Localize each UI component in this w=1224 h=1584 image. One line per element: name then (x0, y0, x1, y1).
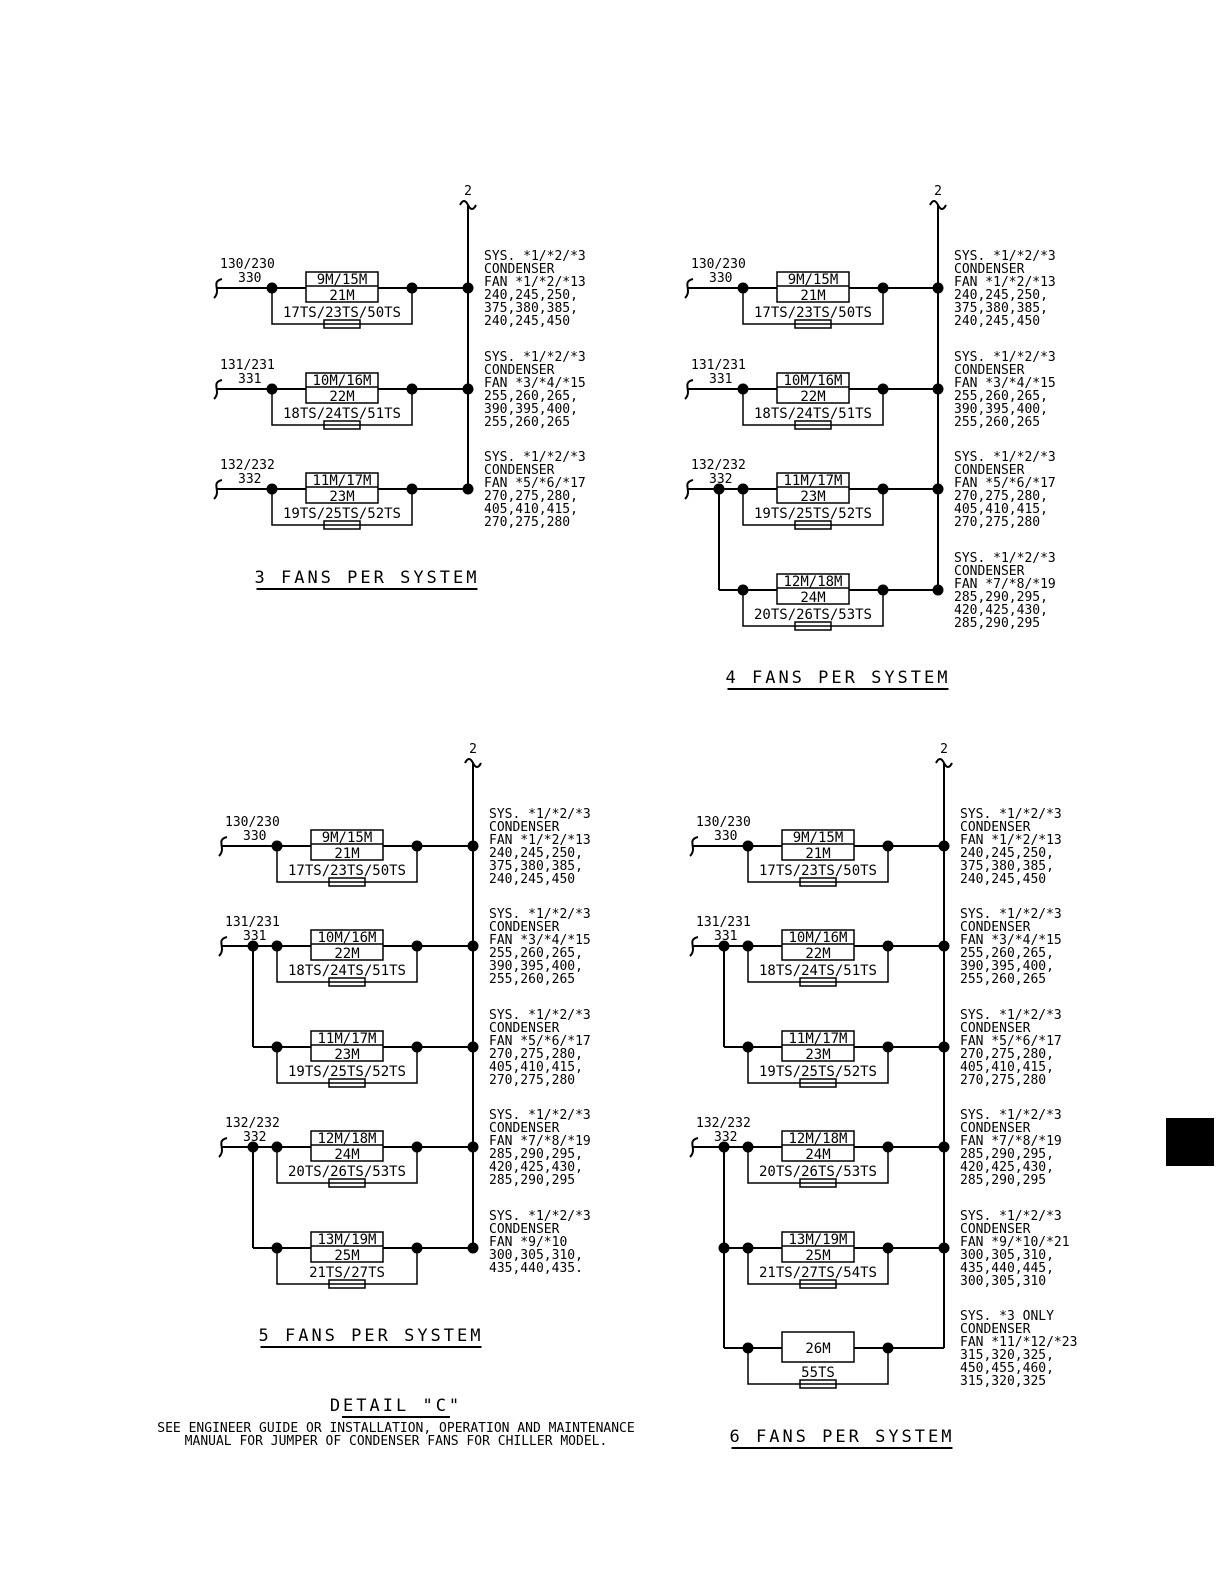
fan-note-line: 420,425,430, (954, 603, 1048, 618)
motor-label: 26M (805, 1341, 831, 1357)
fan-note-line: 300,305,310, (489, 1248, 583, 1263)
wire-number-bottom: 332 (238, 472, 262, 487)
fan-note-line: 285,290,295, (489, 1147, 583, 1162)
fan-note-line: 255,260,265 (484, 415, 571, 430)
thermal-switch-label: 20TS/26TS/53TS (758, 1164, 878, 1180)
contactor-label: 11M/17M (312, 473, 372, 489)
fan-note-line: CONDENSER (960, 820, 1031, 835)
fan-note-line: FAN *11/*12/*23 (960, 1335, 1078, 1350)
bus-terminal-label: 2 (940, 742, 948, 757)
fan-note-line: 285,290,295 (489, 1173, 576, 1188)
junction-dot (933, 384, 944, 395)
wire-number-bottom: 331 (238, 372, 262, 387)
contactor-label: 13M/19M (788, 1232, 848, 1248)
fan-note-line: SYS. *1/*2/*3 (960, 1008, 1062, 1023)
fan-note-line: CONDENSER (960, 1121, 1031, 1136)
fan-note-line: FAN *7/*8/*19 (489, 1134, 591, 1149)
contactor-label: 9M/15M (792, 830, 844, 846)
thermal-switch-label: 19TS/25TS/52TS (287, 1064, 407, 1080)
fan-note-line: 420,425,430, (489, 1160, 583, 1175)
fan-note-line: FAN *5/*6/*17 (960, 1034, 1062, 1049)
motor-label: 21M (805, 846, 831, 862)
fan-note-line: SYS. *1/*2/*3 (489, 1209, 591, 1224)
fan-note-line: 375,380,385, (960, 859, 1054, 874)
wire-number-bottom: 330 (238, 271, 262, 286)
wire-number-top: 131/231 (220, 358, 275, 373)
fan-note-line: 240,245,450 (489, 872, 576, 887)
junction-dot (468, 1142, 479, 1153)
junction-dot (468, 941, 479, 952)
fan-note-line: CONDENSER (489, 1121, 560, 1136)
motor-label: 24M (334, 1147, 360, 1163)
fan-note-line: SYS. *1/*2/*3 (489, 807, 591, 822)
fan-note-line: 240,245,250, (489, 846, 583, 861)
fan-note-line: 435,440,435. (489, 1261, 583, 1276)
diagram-title: 6 FANS PER SYSTEM (729, 1427, 955, 1447)
junction-dot (933, 585, 944, 596)
wire-number-top: 132/232 (696, 1116, 751, 1131)
thermal-switch-label: 17TS/23TS/50TS (753, 305, 873, 321)
junction-dot (468, 1042, 479, 1053)
fan-note-line: 270,275,280, (954, 489, 1048, 504)
fan-note-line: CONDENSER (960, 1322, 1031, 1337)
fan-note-line: FAN *3/*4/*15 (489, 933, 591, 948)
fan-note-line: FAN *7/*8/*19 (954, 577, 1056, 592)
diagram-4-fans-per-system (685, 184, 1056, 689)
motor-label: 23M (800, 489, 826, 505)
junction-dot (933, 283, 944, 294)
fan-note-line: 240,245,450 (484, 314, 571, 329)
junction-dot (463, 384, 474, 395)
fan-note-line: CONDENSER (960, 1222, 1031, 1237)
fan-note-line: 300,305,310 (960, 1274, 1047, 1289)
wire-number-top: 132/232 (220, 458, 275, 473)
fan-note-line: 405,410,415, (484, 502, 578, 517)
thermal-switch-label: 21TS/27TS (309, 1265, 385, 1281)
thermal-switch-label: 55TS (801, 1365, 835, 1381)
fan-note-line: 240,245,250, (960, 846, 1054, 861)
thermal-switch-label: 20TS/26TS/53TS (287, 1164, 407, 1180)
fan-note-line: 270,275,280 (954, 515, 1041, 530)
wire-number-top: 132/232 (691, 458, 746, 473)
motor-label: 24M (805, 1147, 831, 1163)
fan-note-line: 255,260,265, (960, 946, 1054, 961)
fan-note-line: SYS. *1/*2/*3 (960, 907, 1062, 922)
fan-note-line: 255,260,265, (489, 946, 583, 961)
contactor-label: 9M/15M (321, 830, 373, 846)
fan-note-line: 375,380,385, (954, 301, 1048, 316)
fan-note-line: 390,395,400, (484, 402, 578, 417)
fan-note-line: 255,260,265 (960, 972, 1047, 987)
fan-note-line: FAN *1/*2/*13 (960, 833, 1062, 848)
thermal-switch-label: 18TS/24TS/51TS (287, 963, 407, 979)
motor-label: 23M (805, 1047, 831, 1063)
fan-note-line: FAN *7/*8/*19 (960, 1134, 1062, 1149)
fan-note-line: FAN *3/*4/*15 (484, 376, 586, 391)
detail-title: DETAIL "C" (329, 1396, 463, 1416)
fan-note-line: 285,290,295 (960, 1173, 1047, 1188)
contactor-label: 11M/17M (317, 1031, 377, 1047)
thermal-switch-label: 18TS/24TS/51TS (282, 406, 402, 422)
fan-note-line: FAN *9/*10/*21 (960, 1235, 1070, 1250)
fan-note-line: 285,290,295, (960, 1147, 1054, 1162)
bus-terminal-label: 2 (934, 184, 942, 199)
fan-note-line: 285,290,295 (954, 616, 1041, 631)
motor-label: 25M (334, 1248, 360, 1264)
wire-number-bottom: 332 (709, 472, 733, 487)
detail-c-note (157, 1396, 634, 1449)
fan-note-line: SYS. *1/*2/*3 (954, 551, 1056, 566)
diagram-title: 3 FANS PER SYSTEM (254, 568, 480, 588)
motor-label: 24M (800, 590, 826, 606)
contactor-label: 10M/16M (317, 930, 377, 946)
diagram-title: 5 FANS PER SYSTEM (258, 1326, 484, 1346)
bus-terminal-label: 2 (469, 742, 477, 757)
fan-note-line: 240,245,250, (954, 288, 1048, 303)
wire-number-top: 130/230 (220, 257, 275, 272)
fan-note-line: 240,245,250, (484, 288, 578, 303)
junction-dot (468, 841, 479, 852)
contactor-label: 13M/19M (317, 1232, 377, 1248)
diagram-5-fans-per-system (219, 742, 591, 1347)
fan-note-line: CONDENSER (489, 920, 560, 935)
fan-note-line: 255,260,265, (484, 389, 578, 404)
fan-note-line: 405,410,415, (489, 1060, 583, 1075)
thermal-switch-label: 17TS/23TS/50TS (758, 863, 878, 879)
fan-note-line: CONDENSER (954, 564, 1025, 579)
thermal-switch-label: 18TS/24TS/51TS (753, 406, 873, 422)
fan-note-line: FAN *5/*6/*17 (954, 476, 1056, 491)
fan-note-line: CONDENSER (484, 463, 555, 478)
bus-terminal-label: 2 (464, 184, 472, 199)
junction-dot (939, 1042, 950, 1053)
fan-note-line: SYS. *1/*2/*3 (960, 807, 1062, 822)
section-tab-marker (1166, 1118, 1214, 1166)
detail-note-line-2: MANUAL FOR JUMPER OF CONDENSER FANS FOR CHILLER MODEL. (184, 1434, 608, 1449)
fan-note-line: 405,410,415, (960, 1060, 1054, 1075)
wire-number-top: 130/230 (225, 815, 280, 830)
junction-dot (939, 1142, 950, 1153)
thermal-switch-label: 19TS/25TS/52TS (282, 506, 402, 522)
contactor-label: 11M/17M (783, 473, 843, 489)
fan-note-line: SYS. *1/*2/*3 (484, 350, 586, 365)
thermal-switch-label: 20TS/26TS/53TS (753, 607, 873, 623)
motor-label: 21M (329, 288, 355, 304)
thermal-switch-label: 17TS/23TS/50TS (282, 305, 402, 321)
fan-note-line: SYS. *1/*2/*3 (960, 1209, 1062, 1224)
fan-note-line: 315,320,325 (960, 1374, 1047, 1389)
wire-number-top: 131/231 (691, 358, 746, 373)
fan-note-line: SYS. *1/*2/*3 (954, 450, 1056, 465)
fan-note-line: FAN *5/*6/*17 (484, 476, 586, 491)
wire-number-bottom: 331 (714, 929, 738, 944)
fan-note-line: 240,245,450 (954, 314, 1041, 329)
fan-note-line: FAN *5/*6/*17 (489, 1034, 591, 1049)
fan-note-line: FAN *1/*2/*13 (484, 275, 586, 290)
fan-note-line: 270,275,280 (484, 515, 571, 530)
fan-note-line: CONDENSER (489, 1222, 560, 1237)
contactor-label: 12M/18M (317, 1131, 377, 1147)
contactor-label: 9M/15M (316, 272, 368, 288)
motor-label: 21M (800, 288, 826, 304)
fan-note-line: SYS. *1/*2/*3 (484, 450, 586, 465)
fan-note-line: SYS. *1/*2/*3 (489, 1108, 591, 1123)
diagram-6-fans-per-system (690, 742, 1077, 1448)
fan-note-line: SYS. *1/*2/*3 (960, 1108, 1062, 1123)
fan-note-line: FAN *1/*2/*13 (954, 275, 1056, 290)
junction-dot (933, 484, 944, 495)
fan-note-line: CONDENSER (484, 262, 555, 277)
fan-note-line: FAN *3/*4/*15 (960, 933, 1062, 948)
wire-number-top: 131/231 (225, 915, 280, 930)
fan-note-line: CONDENSER (960, 1021, 1031, 1036)
wire-number-bottom: 331 (243, 929, 267, 944)
fan-note-line: SYS. *1/*2/*3 (954, 249, 1056, 264)
motor-label: 23M (329, 489, 355, 505)
motor-label: 22M (800, 389, 826, 405)
fan-note-line: SYS. *1/*2/*3 (489, 1008, 591, 1023)
fan-note-line: CONDENSER (489, 1021, 560, 1036)
fan-note-line: CONDENSER (954, 463, 1025, 478)
junction-dot (468, 1243, 479, 1254)
contactor-label: 11M/17M (788, 1031, 848, 1047)
fan-note-line: 270,275,280, (960, 1047, 1054, 1062)
fan-note-line: 420,425,430, (960, 1160, 1054, 1175)
fan-note-line: FAN *3/*4/*15 (954, 376, 1056, 391)
fan-note-line: 390,395,400, (954, 402, 1048, 417)
fan-note-line: CONDENSER (954, 262, 1025, 277)
contactor-label: 9M/15M (787, 272, 839, 288)
diagram-3-fans-per-system (214, 184, 586, 589)
wire-number-top: 131/231 (696, 915, 751, 930)
contactor-label: 10M/16M (783, 373, 843, 389)
fan-note-line: 375,380,385, (484, 301, 578, 316)
fan-note-line: 270,275,280 (960, 1073, 1047, 1088)
fan-note-line: 315,320,325, (960, 1348, 1054, 1363)
motor-label: 21M (334, 846, 360, 862)
motor-label: 22M (805, 946, 831, 962)
wire-number-bottom: 330 (243, 829, 267, 844)
fan-note-line: 270,275,280 (489, 1073, 576, 1088)
motor-label: 23M (334, 1047, 360, 1063)
motor-label: 25M (805, 1248, 831, 1264)
fan-note-line: CONDENSER (960, 920, 1031, 935)
detail-note-line-1: SEE ENGINEER GUIDE OR INSTALLATION, OPERATION AND MAINTENANCE (157, 1421, 635, 1436)
contactor-label: 12M/18M (788, 1131, 848, 1147)
fan-note-line: 255,260,265, (954, 389, 1048, 404)
fan-note-line: 390,395,400, (960, 959, 1054, 974)
fan-note-line: CONDENSER (484, 363, 555, 378)
fan-note-line: 405,410,415, (954, 502, 1048, 517)
junction-dot (939, 941, 950, 952)
fan-note-line: 435,440,445, (960, 1261, 1054, 1276)
fan-note-line: SYS. *1/*2/*3 (484, 249, 586, 264)
fan-note-line: 255,260,265 (489, 972, 576, 987)
fan-note-line: 240,245,450 (960, 872, 1047, 887)
fan-note-line: SYS. *3 ONLY (960, 1309, 1054, 1324)
fan-note-line: CONDENSER (954, 363, 1025, 378)
fan-note-line: SYS. *1/*2/*3 (489, 907, 591, 922)
diagram-title: 4 FANS PER SYSTEM (725, 668, 951, 688)
fan-note-line: 285,290,295, (954, 590, 1048, 605)
fan-note-line: 300,305,310, (960, 1248, 1054, 1263)
wire-number-bottom: 330 (709, 271, 733, 286)
thermal-switch-label: 17TS/23TS/50TS (287, 863, 407, 879)
junction-dot (463, 484, 474, 495)
contactor-label: 10M/16M (788, 930, 848, 946)
motor-label: 22M (329, 389, 355, 405)
thermal-switch-label: 18TS/24TS/51TS (758, 963, 878, 979)
thermal-switch-label: 21TS/27TS/54TS (758, 1265, 878, 1281)
thermal-switch-label: 19TS/25TS/52TS (753, 506, 873, 522)
fan-note-line: SYS. *1/*2/*3 (954, 350, 1056, 365)
fan-note-line: 270,275,280, (484, 489, 578, 504)
fan-note-line: 375,380,385, (489, 859, 583, 874)
fan-note-line: 450,455,460, (960, 1361, 1054, 1376)
wire-number-bottom: 331 (709, 372, 733, 387)
wire-number-bottom: 332 (714, 1130, 738, 1145)
wire-number-bottom: 332 (243, 1130, 267, 1145)
fan-note-line: FAN *9/*10 (489, 1235, 568, 1250)
junction-dot (939, 841, 950, 852)
thermal-switch-label: 19TS/25TS/52TS (758, 1064, 878, 1080)
fan-note-line: 255,260,265 (954, 415, 1041, 430)
fan-note-line: CONDENSER (489, 820, 560, 835)
wire-number-top: 130/230 (691, 257, 746, 272)
motor-label: 22M (334, 946, 360, 962)
contactor-label: 12M/18M (783, 574, 843, 590)
wire-number-top: 130/230 (696, 815, 751, 830)
contactor-label: 10M/16M (312, 373, 372, 389)
wire-number-top: 132/232 (225, 1116, 280, 1131)
fan-note-line: 390,395,400, (489, 959, 583, 974)
fan-note-line: FAN *1/*2/*13 (489, 833, 591, 848)
wire-number-bottom: 330 (714, 829, 738, 844)
fan-note-line: 270,275,280, (489, 1047, 583, 1062)
junction-dot (463, 283, 474, 294)
